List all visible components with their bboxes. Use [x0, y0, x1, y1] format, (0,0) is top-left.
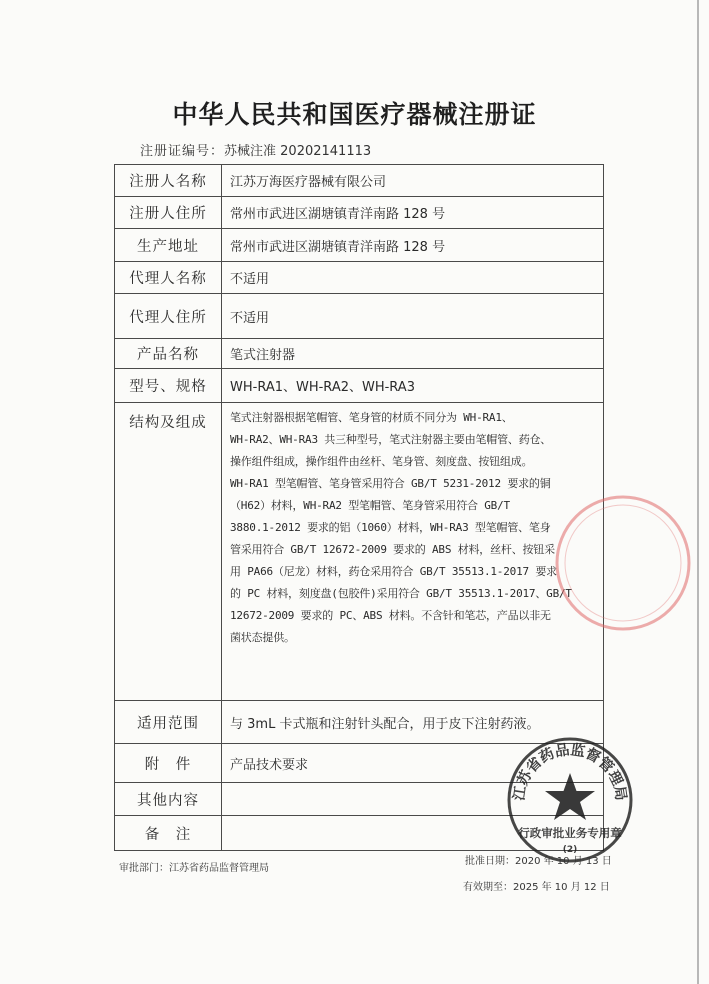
- description-line: WH-RA1 型笔帽管、笔身管采用符合 GB/T 5231-2012 要求的铜: [230, 477, 551, 490]
- table-row: [115, 403, 604, 701]
- stamp-number-text: (2): [562, 845, 578, 855]
- row-label: 产品名称: [115, 339, 222, 369]
- table-row: [115, 262, 604, 294]
- table-row: [115, 197, 604, 229]
- description-line: 菌状态提供。: [230, 631, 295, 644]
- red-seal-stamp: [548, 488, 698, 638]
- row-label: 其他内容: [115, 783, 222, 816]
- department-value: 江苏省药品监督管理局: [169, 863, 269, 874]
- official-stamp: [505, 735, 635, 865]
- description-line: 3880.1-2012 要求的铝（1060）材料，WH-RA3 型笔帽管、笔身: [230, 521, 551, 534]
- row-label: 附 件: [115, 744, 222, 783]
- row-label: 注册人住所: [115, 197, 222, 229]
- row-value: 江苏万海医疗器械有限公司: [222, 165, 604, 197]
- table-row: [115, 229, 604, 262]
- row-label: 生产地址: [115, 229, 222, 262]
- row-value: 不适用: [222, 294, 604, 339]
- description-line: 管采用符合 GB/T 12672-2009 要求的 ABS 材料，丝杆、按钮采: [230, 543, 555, 556]
- red-seal-ring: [557, 497, 689, 629]
- row-value: 与 3mL 卡式瓶和注射针头配合，用于皮下注射药液。: [222, 701, 604, 744]
- description-line: （H62）材料，WH-RA2 型笔帽管、笔身管采用符合 GB/T: [230, 499, 510, 512]
- row-label: 备 注: [115, 816, 222, 851]
- row-label: 代理人名称: [115, 262, 222, 294]
- document-title: 中华人民共和国医疗器械注册证: [172, 100, 537, 129]
- description-line: WH-RA2、WH-RA3 共三种型号，笔式注射器主要由笔帽管、药仓、: [230, 433, 552, 446]
- row-value: WH-RA1、WH-RA2、WH-RA3: [222, 369, 604, 403]
- table-row: [115, 165, 604, 197]
- description-line: 用 PA66（尼龙）材料，药仓采用符合 GB/T 35513.1-2017 要求: [230, 565, 557, 578]
- description-line: 笔式注射器根据笔帽管、笔身管的材质不同分为 WH-RA1、: [230, 411, 513, 424]
- registration-number-label: 注册证编号：: [140, 144, 225, 159]
- table-row: [115, 294, 604, 339]
- row-value: 常州市武进区湖塘镇青洋南路 128 号: [222, 229, 604, 262]
- department-label: 审批部门：: [119, 863, 169, 874]
- stamp-org-text: 江苏省药品监督管理局: [511, 742, 629, 802]
- table-row: [115, 339, 604, 369]
- row-value: 产品技术要求: [222, 744, 604, 783]
- description-line: 的 PC 材料，刻度盘(包胶件)采用符合 GB/T 35513.1-2017、GB/T: [230, 587, 572, 600]
- row-label: 结构及组成: [115, 403, 222, 701]
- approval-date-value: 2020 年 10 月 13 日: [515, 856, 612, 867]
- row-value: 不适用: [222, 262, 604, 294]
- description-line: 12672-2009 要求的 PC、ABS 材料。不含针和笔芯，产品以非无: [230, 609, 551, 622]
- row-label: 型号、规格: [115, 369, 222, 403]
- stamp-purpose-text: 行政审批业务专用章: [518, 826, 622, 840]
- approval-date-label: 批准日期：: [465, 856, 515, 867]
- registration-number: [140, 140, 371, 159]
- approval-date: [465, 852, 612, 867]
- approval-department: [119, 859, 269, 874]
- row-value: 常州市武进区湖塘镇青洋南路 128 号: [222, 197, 604, 229]
- valid-until-label: 有效期至：: [463, 882, 513, 893]
- valid-until: [463, 878, 610, 893]
- valid-until-value: 2025 年 10 月 12 日: [513, 882, 610, 893]
- table-row: [115, 369, 604, 403]
- row-label: 注册人名称: [115, 165, 222, 197]
- row-value: 笔式注射器: [222, 339, 604, 369]
- registration-number-value: 苏械注准 20202141113: [224, 144, 372, 159]
- star-icon: [545, 773, 595, 820]
- row-label: 适用范围: [115, 701, 222, 744]
- structure-description: [222, 403, 604, 701]
- row-label: 代理人住所: [115, 294, 222, 339]
- description-line: 操作组件组成，操作组件由丝杆、笔身管、刻度盘、按钮组成。: [230, 455, 533, 468]
- red-seal-inner-ring: [565, 505, 681, 621]
